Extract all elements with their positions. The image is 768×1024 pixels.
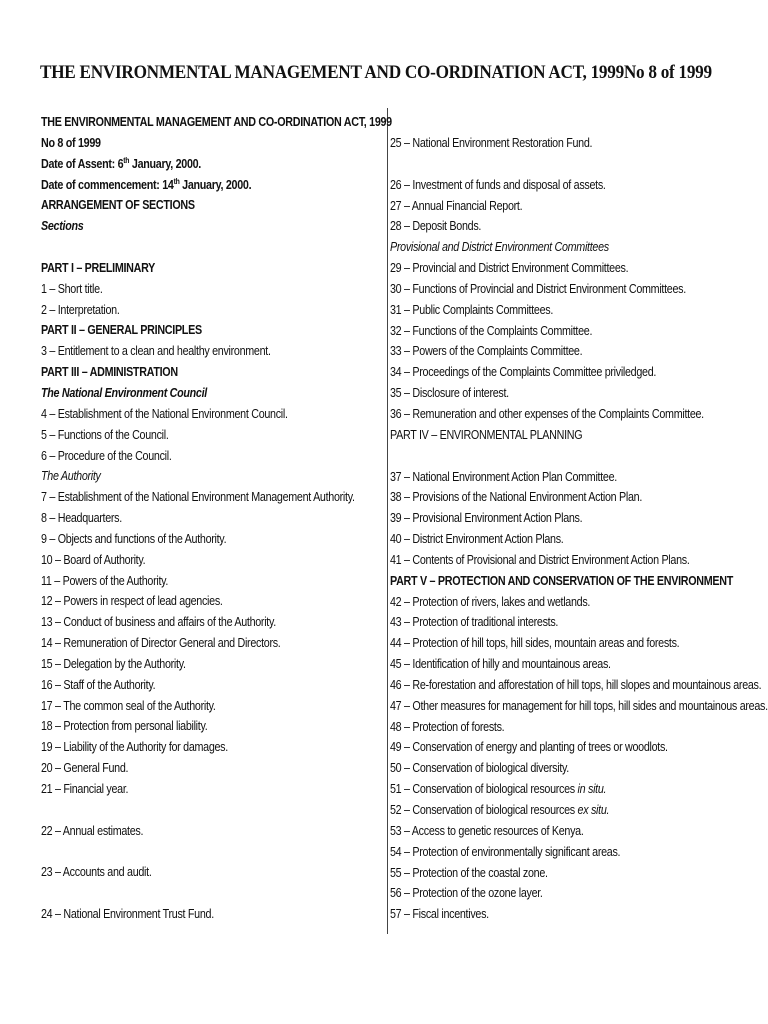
date-of-commencement	[41, 175, 392, 196]
section-item: 4 – Establishment of the National Environment Council.	[41, 406, 288, 421]
part-heading-4: PART IV – ENVIRONMENTAL PLANNING	[390, 427, 583, 442]
section-item: 27 – Annual Financial Report.	[390, 198, 523, 213]
commencement-ordinal: th	[173, 176, 180, 186]
section-item	[390, 800, 768, 821]
section-item: 30 – Functions of Provincial and District Environment Committees.	[390, 281, 686, 296]
section-item: 31 – Public Complaints Committees.	[390, 302, 554, 317]
section-item: 26 – Investment of funds and disposal of assets.	[390, 177, 606, 192]
assent-ordinal: th	[123, 155, 130, 165]
spacer	[390, 446, 768, 467]
section-item: 55 – Protection of the coastal zone.	[390, 865, 548, 880]
section-item: 42 – Protection of rivers, lakes and wetlands.	[390, 594, 591, 609]
commencement-prefix: Date of commencement: 14	[41, 177, 174, 192]
part-heading-2: PART II – GENERAL PRINCIPLES	[41, 323, 202, 338]
section-item: 32 – Functions of the Complaints Committee.	[390, 323, 593, 338]
date-of-assent	[41, 154, 392, 175]
spacer	[41, 237, 392, 258]
section-item: 2 – Interpretation.	[41, 302, 120, 317]
section-item: 56 – Protection of the ozone layer.	[390, 886, 543, 901]
section-item: 53 – Access to genetic resources of Kenya.	[390, 823, 584, 838]
section-item: 17 – The common seal of the Authority.	[41, 698, 216, 713]
commencement-suffix: January, 2000.	[179, 177, 252, 192]
assent-suffix: January, 2000.	[129, 156, 201, 171]
sections-label: Sections	[41, 219, 84, 234]
section-item: 24 – National Environment Trust Fund.	[41, 907, 214, 922]
section-item: 19 – Liability of the Authority for damages.	[41, 740, 228, 755]
subheading-authority: The Authority	[41, 469, 101, 484]
section-item: 38 – Provisions of the National Environment Action Plan.	[390, 490, 643, 505]
section-item: 28 – Deposit Bonds.	[390, 219, 482, 234]
section-text: 51 – Conservation of biological resources	[390, 782, 578, 797]
spacer	[41, 883, 392, 904]
section-item: 3 – Entitlement to a clean and healthy environment.	[41, 344, 271, 359]
document-title: THE ENVIRONMENTAL MANAGEMENT AND CO-ORDINATION ACT, 1999No 8 of 1999	[40, 63, 712, 83]
section-item: 11 – Powers of the Authority.	[41, 573, 169, 588]
part-heading-5: PART V – PROTECTION AND CONSERVATION OF THE ENVIRONMENT	[390, 573, 734, 588]
section-item: 54 – Protection of environmentally significant areas.	[390, 844, 621, 859]
section-item: 13 – Conduct of business and affairs of the Authority.	[41, 615, 276, 630]
section-item: 6 – Procedure of the Council.	[41, 448, 172, 463]
section-item: 1 – Short title.	[41, 281, 103, 296]
section-item: 16 – Staff of the Authority.	[41, 677, 156, 692]
section-latin-term: ex situ.	[577, 803, 610, 817]
section-item: 5 – Functions of the Council.	[41, 427, 169, 442]
section-item: 8 – Headquarters.	[41, 511, 122, 526]
section-item: 37 – National Environment Action Plan Committee.	[390, 469, 617, 484]
section-latin-term: in situ.	[577, 782, 607, 797]
section-item: 45 – Identification of hilly and mountainous areas.	[390, 657, 611, 672]
section-item: 10 – Board of Authority.	[41, 552, 146, 567]
section-item: 41 – Contents of Provisional and District Environment Action Plans.	[390, 552, 690, 567]
spacer	[41, 800, 392, 821]
section-item: 18 – Protection from personal liability.	[41, 719, 208, 734]
section-item: 20 – General Fund.	[41, 761, 129, 776]
section-item: 34 – Proceedings of the Complaints Committee priviledged.	[390, 365, 657, 380]
section-item: 36 – Remuneration and other expenses of the Complaints Committee.	[390, 406, 704, 421]
section-item: 33 – Powers of the Complaints Committee.	[390, 344, 583, 359]
section-item: 44 – Protection of hill tops, hill sides, mountain areas and forests.	[390, 636, 680, 651]
assent-prefix: Date of Assent: 6	[41, 156, 124, 171]
right-column	[390, 133, 768, 925]
subheading-council: The National Environment Council	[41, 385, 207, 400]
section-item: 25 – National Environment Restoration Fund.	[390, 136, 593, 150]
act-title: THE ENVIRONMENTAL MANAGEMENT AND CO-ORDINATION ACT, 1999	[41, 115, 392, 129]
section-item: 35 – Disclosure of interest.	[390, 386, 509, 401]
section-item: 9 – Objects and functions of the Authority.	[41, 531, 227, 546]
subheading-committees: Provisional and District Environment Committees	[390, 240, 609, 255]
spacer	[390, 154, 768, 175]
section-item: 29 – Provincial and District Environment Committees.	[390, 261, 629, 276]
act-number: No 8 of 1999	[41, 135, 101, 150]
section-item: 21 – Financial year.	[41, 782, 129, 796]
section-item: 23 – Accounts and audit.	[41, 865, 152, 880]
part-heading-3: PART III – ADMINISTRATION	[41, 365, 178, 380]
arrangement-heading: ARRANGEMENT OF SECTIONS	[41, 198, 195, 213]
section-item: 14 – Remuneration of Director General and Directors.	[41, 636, 281, 651]
section-item: 43 – Protection of traditional interests.	[390, 615, 559, 630]
section-item: 22 – Annual estimates.	[41, 823, 144, 838]
section-item	[390, 779, 768, 800]
section-text: 52 – Conservation of biological resources	[390, 803, 578, 817]
section-item: 12 – Powers in respect of lead agencies.	[41, 594, 223, 609]
section-item: 47 – Other measures for management for hill tops, hill sides and mountainous areas.	[390, 698, 768, 713]
section-item: 48 – Protection of forests.	[390, 719, 505, 734]
part-heading-1: PART I – PRELIMINARY	[41, 260, 156, 275]
section-item: 39 – Provisional Environment Action Plans.	[390, 511, 583, 526]
section-item: 46 – Re-forestation and afforestation of hill tops, hill slopes and mountainous areas.	[390, 677, 762, 692]
section-item: 49 – Conservation of energy and planting of trees or woodlots.	[390, 740, 668, 755]
left-column	[41, 112, 392, 925]
section-item: 50 – Conservation of biological diversity.	[390, 761, 569, 776]
section-item: 15 – Delegation by the Authority.	[41, 656, 186, 671]
spacer	[41, 842, 392, 863]
section-item: 7 – Establishment of the National Environment Management Authority.	[41, 490, 355, 505]
section-item: 40 – District Environment Action Plans.	[390, 532, 564, 547]
section-item: 57 – Fiscal incentives.	[390, 907, 489, 922]
